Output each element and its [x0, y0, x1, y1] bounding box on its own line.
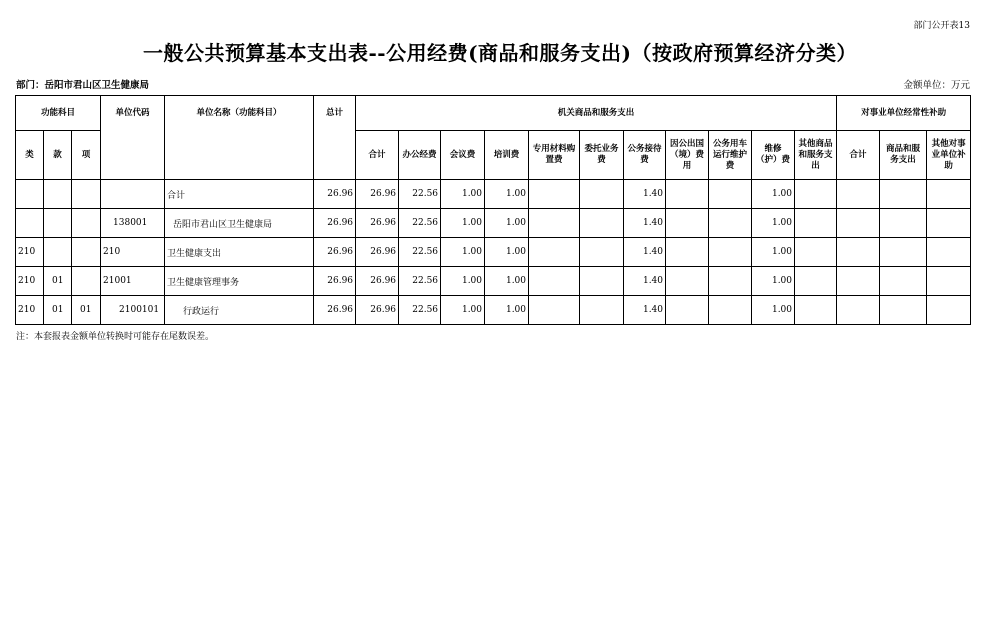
table-cell — [16, 180, 44, 209]
table-cell: 1.00 — [752, 209, 795, 238]
table-cell — [580, 296, 624, 325]
table-row — [16, 209, 971, 238]
table-cell: 138001 — [101, 209, 165, 238]
table-cell — [72, 180, 101, 209]
table-cell: 22.56 — [399, 180, 441, 209]
table-cell — [837, 267, 880, 296]
table-cell: 1.00 — [485, 180, 529, 209]
header-agency-col: 会议费 — [441, 131, 485, 180]
header-unit-name: 单位名称（功能科目） — [165, 96, 314, 180]
table-cell: 1.00 — [485, 267, 529, 296]
header-agency-col: 维修（护）费 — [752, 131, 795, 180]
table-cell — [837, 238, 880, 267]
table-cell — [927, 296, 971, 325]
table-cell: 26.96 — [314, 209, 356, 238]
table-cell: 26.96 — [356, 238, 399, 267]
table-cell: 01 — [44, 267, 72, 296]
table-cell — [666, 238, 709, 267]
table-cell: 26.96 — [356, 180, 399, 209]
budget-table — [15, 95, 971, 325]
header-unit-code: 单位代码 — [101, 96, 165, 180]
table-cell — [529, 209, 580, 238]
table-cell: 26.96 — [356, 209, 399, 238]
table-cell — [529, 238, 580, 267]
table-cell: 26.96 — [356, 296, 399, 325]
header-total: 总计 — [314, 96, 356, 180]
table-cell — [666, 180, 709, 209]
table-cell: 1.00 — [752, 296, 795, 325]
table-cell — [666, 296, 709, 325]
table-row — [16, 267, 971, 296]
table-cell: 1.00 — [752, 267, 795, 296]
table-cell — [580, 180, 624, 209]
table-cell — [927, 209, 971, 238]
table-cell: 1.00 — [441, 180, 485, 209]
table-cell: 1.00 — [752, 238, 795, 267]
table-cell: 1.40 — [624, 209, 666, 238]
table-cell: 1.00 — [485, 238, 529, 267]
table-cell — [580, 209, 624, 238]
table-cell: 22.56 — [399, 296, 441, 325]
table-cell: 210 — [16, 267, 44, 296]
table-cell — [72, 209, 101, 238]
table-cell — [529, 296, 580, 325]
table-cell: 2100101 — [101, 296, 165, 325]
table-cell: 1.00 — [752, 180, 795, 209]
table-cell: 卫生健康管理事务 — [165, 267, 314, 296]
table-cell: 行政运行 — [165, 296, 314, 325]
table-cell — [666, 267, 709, 296]
table-cell: 210 — [16, 238, 44, 267]
table-cell: 01 — [72, 296, 101, 325]
header-agency-col: 因公出国（境）费用 — [666, 131, 709, 180]
table-cell: 1.40 — [624, 296, 666, 325]
table-cell — [44, 180, 72, 209]
table-cell — [880, 209, 927, 238]
table-cell — [880, 267, 927, 296]
table-cell: 合计 — [165, 180, 314, 209]
table-cell: 26.96 — [314, 267, 356, 296]
table-cell: 1.40 — [624, 180, 666, 209]
table-cell: 1.00 — [441, 296, 485, 325]
table-cell — [529, 267, 580, 296]
page-title: 一般公共预算基本支出表--公用经费(商品和服务支出)（按政府预算经济分类） — [142, 41, 858, 65]
table-cell: 1.00 — [485, 209, 529, 238]
department-label: 部门：岳阳市君山区卫生健康局 — [16, 80, 150, 91]
header-agency-col: 公务用车运行维护费 — [709, 131, 752, 180]
header-xiang: 项 — [72, 131, 101, 180]
table-cell — [101, 180, 165, 209]
table-cell — [72, 238, 101, 267]
header-kuan: 款 — [44, 131, 72, 180]
table-cell — [795, 267, 837, 296]
table-cell — [795, 209, 837, 238]
table-cell — [72, 267, 101, 296]
header-agency-group: 机关商品和服务支出 — [356, 96, 837, 131]
table-cell — [709, 267, 752, 296]
table-cell: 01 — [44, 296, 72, 325]
header-agency-col: 专用材料购置费 — [529, 131, 580, 180]
header-class: 类 — [16, 131, 44, 180]
table-cell — [837, 296, 880, 325]
table-cell: 22.56 — [399, 238, 441, 267]
table-cell: 1.40 — [624, 238, 666, 267]
doc-code: 部门公开表13 — [913, 21, 970, 31]
table-cell: 26.96 — [356, 267, 399, 296]
header-func-group: 功能科目 — [16, 96, 101, 131]
table-cell — [795, 296, 837, 325]
header-subsidy-col: 合计 — [837, 131, 880, 180]
table-cell — [880, 238, 927, 267]
footnote: 注：本套报表金额单位转换时可能存在尾数误差。 — [16, 332, 215, 342]
header-subsidy-col: 其他对事业单位补助 — [927, 131, 971, 180]
header-subsidy-col: 商品和服务支出 — [880, 131, 927, 180]
header-subsidy-group: 对事业单位经常性补助 — [837, 96, 971, 131]
table-cell — [880, 180, 927, 209]
table-cell: 22.56 — [399, 267, 441, 296]
table-cell: 卫生健康支出 — [165, 238, 314, 267]
header-agency-col: 委托业务费 — [580, 131, 624, 180]
table-cell: 26.96 — [314, 296, 356, 325]
table-cell — [709, 238, 752, 267]
table-row — [16, 238, 971, 267]
table-cell: 210 — [16, 296, 44, 325]
table-cell: 1.00 — [441, 267, 485, 296]
table-cell — [666, 209, 709, 238]
table-cell: 21001 — [101, 267, 165, 296]
table-cell — [927, 238, 971, 267]
table-cell — [927, 267, 971, 296]
table-cell: 22.56 — [399, 209, 441, 238]
header-agency-col: 合计 — [356, 131, 399, 180]
table-body — [16, 180, 971, 325]
header-agency-col: 公务接待费 — [624, 131, 666, 180]
table-cell — [709, 180, 752, 209]
table-cell: 1.00 — [485, 296, 529, 325]
table-cell: 26.96 — [314, 238, 356, 267]
table-cell — [529, 180, 580, 209]
table-cell — [709, 209, 752, 238]
table-cell — [709, 296, 752, 325]
header-agency-col: 培训费 — [485, 131, 529, 180]
table-cell — [44, 238, 72, 267]
table-cell: 1.00 — [441, 238, 485, 267]
table-cell: 210 — [101, 238, 165, 267]
table-cell: 岳阳市君山区卫生健康局 — [165, 209, 314, 238]
table-cell — [880, 296, 927, 325]
table-cell — [837, 180, 880, 209]
table-cell — [44, 209, 72, 238]
table-cell: 1.00 — [441, 209, 485, 238]
table-cell — [16, 209, 44, 238]
table-row — [16, 296, 971, 325]
table-cell — [795, 238, 837, 267]
header-agency-col: 办公经费 — [399, 131, 441, 180]
table-cell: 26.96 — [314, 180, 356, 209]
table-cell: 1.40 — [624, 267, 666, 296]
table-cell — [795, 180, 837, 209]
unit-label: 金额单位：万元 — [903, 80, 970, 91]
table-row — [16, 180, 971, 209]
table-cell — [580, 238, 624, 267]
table-cell — [927, 180, 971, 209]
table-cell — [837, 209, 880, 238]
header-agency-col: 其他商品和服务支出 — [795, 131, 837, 180]
table-cell — [580, 267, 624, 296]
